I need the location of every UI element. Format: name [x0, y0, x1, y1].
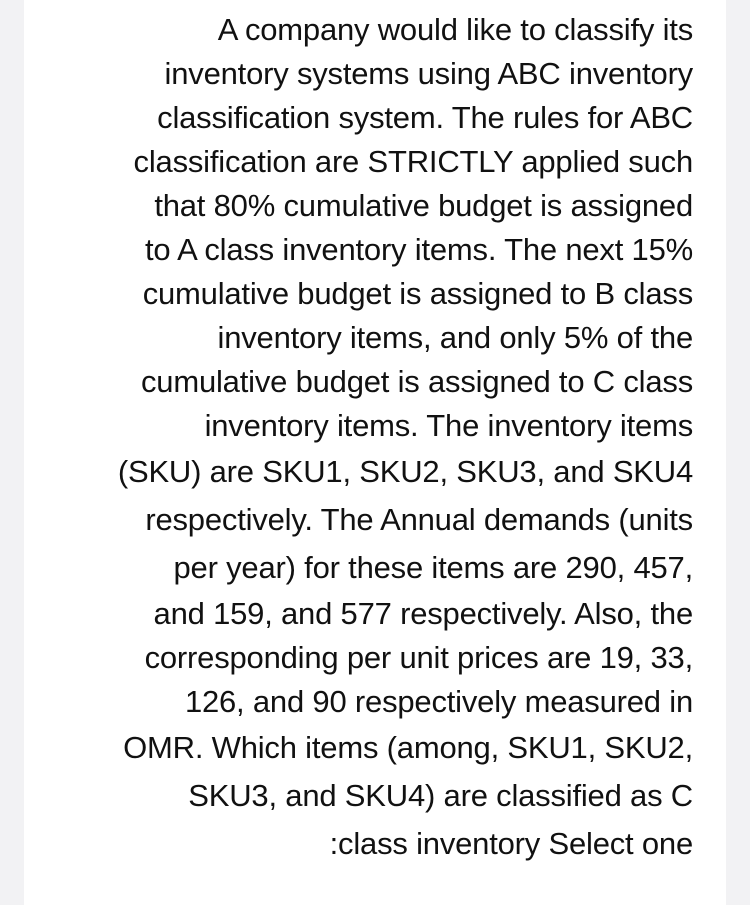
question-line: inventory items. The inventory items — [204, 408, 693, 443]
question-line: A company would like to classify its — [217, 12, 693, 47]
question-line: respectively. The Annual demands (units — [145, 502, 693, 537]
question-line: :class inventory Select one — [329, 826, 693, 861]
question-card — [24, 0, 726, 905]
question-line: 126, and 90 respectively measured in — [184, 684, 693, 719]
question-line: inventory items, and only 5% of the — [217, 320, 693, 355]
question-line: classification are STRICTLY applied such — [133, 144, 693, 179]
question-line: classification system. The rules for ABC — [157, 100, 693, 135]
question-line: (SKU) are SKU1, SKU2, SKU3, and SKU4 — [117, 454, 693, 489]
question-line: OMR. Which items (among, SKU1, SKU2, — [123, 730, 693, 765]
question-line: per year) for these items are 290, 457, — [173, 550, 693, 585]
question-line: and 159, and 577 respectively. Also, the — [153, 596, 693, 631]
question-line: SKU3, and SKU4) are classified as C — [188, 778, 693, 813]
question-line: cumulative budget is assigned to C class — [140, 364, 693, 399]
question-text — [53, 8, 693, 868]
question-line: inventory systems using ABC inventory — [164, 56, 693, 91]
question-line: that 80% cumulative budget is assigned — [154, 188, 693, 223]
question-line: cumulative budget is assigned to B class — [142, 276, 693, 311]
question-line: corresponding per unit prices are 19, 33, — [144, 640, 693, 675]
question-line: to A class inventory items. The next 15% — [145, 232, 693, 267]
